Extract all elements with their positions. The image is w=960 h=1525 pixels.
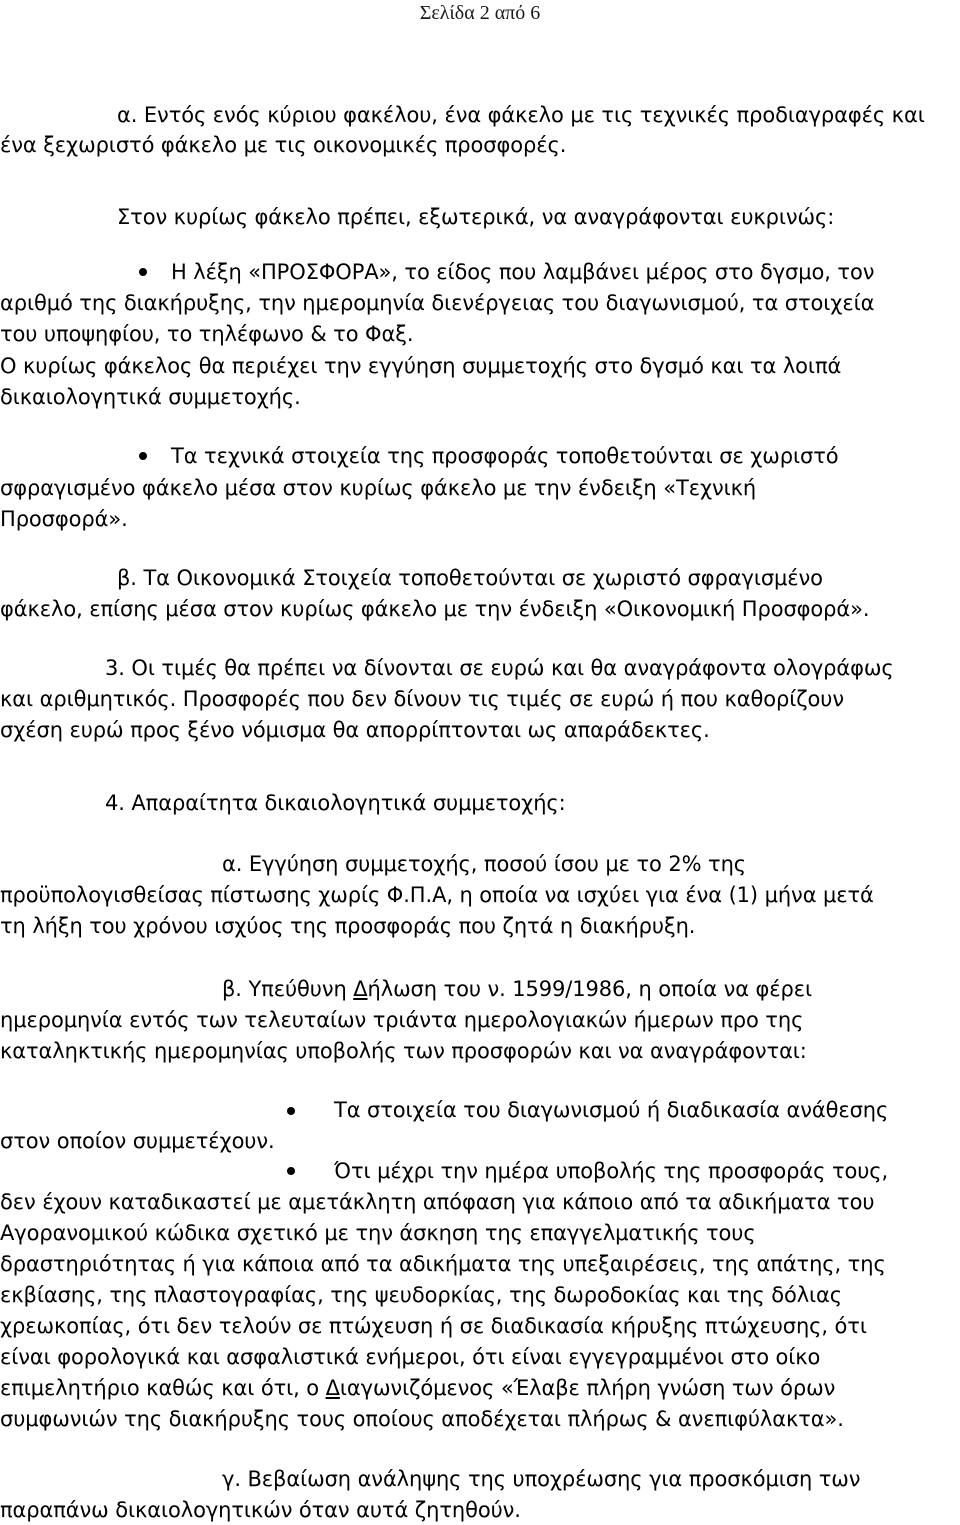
req-a-line-3: τη λήξη του χρόνου ισχύος της προσφοράς που ζητά η διακήρυξη. [0,914,696,938]
sub-bullet-2-underlined-letter: Δ [325,1376,340,1400]
bullet-dot-icon [287,1107,295,1115]
sub-bullet-2-line-6: χρεωκοπίας, ότι δεν τελούν σε πτώχευση ή σε διαδικασία κήρυξης πτώχευσης, ότι [0,1314,867,1338]
item-3-line-1: 3. Οι τιμές θα πρέπει να δίνονται σε ευρώ και θα αναγράφοντα ολογράφως [105,656,894,680]
para-a-line-1 [117,101,933,130]
req-a-line-1: α. Εγγύηση συμμετοχής, ποσού ίσου με το 2% της [222,852,746,876]
req-c-line-1: γ. Βεβαίωση ανάληψης της υποχρέωσης για προσκόμιση των [222,1467,861,1491]
bullet-dot-icon [139,452,147,460]
bullet-2-line-3: Προσφορά». [0,507,128,531]
req-b-text-pre: β. Υπεύθυνη [222,977,354,1001]
bullet-2-line-1: Τα τεχνικά στοιχεία της προσφοράς τοποθετούνται σε χωριστό [171,444,839,468]
sub-bullet-1-line-2: στον οποίον συμμετέχουν. [0,1129,275,1153]
sub-bullet-2-line-2: δεν έχουν καταδικαστεί με αμετάκλητη απόφαση για κάποιο από τα αδικήματα του [0,1190,875,1214]
sub-bullet-1-line-1: Τα στοιχεία του διαγωνισμού ή διαδικασία ανάθεσης [334,1098,889,1122]
outer-envelope-intro: Στον κυρίως φάκελο πρέπει, εξωτερικά, να αναγράφονται ευκρινώς: [117,205,835,229]
sub-bullet-2-line-8 [0,1374,835,1403]
sub-bullet-2-line-1: Ότι μέχρι την ημέρα υποβολής της προσφοράς τους, [334,1159,889,1183]
req-b-line-2: ημερομηνία εντός των τελευταίων τριάντα ημερολογιακών ήμερων προ της [0,1008,804,1032]
bullet-1-line-3: του υποψηφίου, το τηλέφωνο & το Φαξ. [0,322,414,346]
guarantee-para-line-2: δικαιολογητικά συμμετοχής. [0,385,301,409]
sub-bullet-2-line-9: συμφωνιών της διακήρυξης τους οποίους αποδέχεται πλήρως & ανεπιφύλακτα». [0,1407,844,1431]
para-a-line-2: ένα ξεχωριστό φάκελο με τις οικονομικές προσφορές. [0,133,567,157]
sub-bullet-2-line-5: εκβίασης, της πλαστογραφίας, της ψευδορκίας, της δωροδοκίας και της δόλιας [0,1283,842,1307]
bullet-1-line-2: αριθμό της διακήρυξης, την ημερομηνία διενέργειας του διαγωνισμού, τα στοιχεία [0,291,875,315]
item-4-title: 4. Απαραίτητα δικαιολογητικά συμμετοχής: [105,791,566,815]
req-b-text-post: ήλωση του ν. 1599/1986, η οποία να φέρει [367,977,813,1001]
page-indicator: Σελίδα 2 από 6 [419,2,541,24]
req-b-line-3: καταληκτικής ημερομηνίας υποβολής των προσφορών και να αναγράφονται: [0,1039,807,1063]
req-c-line-2: παραπάνω δικαιολογητικών όταν αυτά ζητηθούν. [0,1498,521,1522]
para-a-text-1: α. Εντός ενός κύριου φακέλου, ένα φάκελο με τις τεχνικές προδιαγραφές και [117,103,925,127]
bullet-2-line-2: σφραγισμένο φάκελο μέσα στον κυρίως φάκελο με την ένδειξη «Τεχνική [0,476,757,500]
sub-bullet-2-line-4: δραστηριότητας ή για κάποια από τα αδικήματα της υπεξαιρέσεις, της απάτης, της [0,1252,886,1276]
sub-bullet-2-line-7: είναι φορολογικά και ασφαλιστικά ενήμεροι, ότι είναι εγγεγραμμένοι στο οίκο [0,1345,821,1369]
para-b-line-1: β. Τα Οικονομικά Στοιχεία τοποθετούνται σε χωριστό σφραγισμένο [117,566,823,590]
item-3-line-2: και αριθμητικός. Προσφορές που δεν δίνουν τις τιμές σε ευρώ ή που καθορίζουν [0,687,844,711]
req-a-line-2: προϋπολογισθείσας πίστωσης χωρίς Φ.Π.Α, η οποία να ισχύει για ένα (1) μήνα μετά [0,883,874,907]
req-b-underlined-letter: Δ [353,977,368,1001]
para-b-line-2: φάκελο, επίσης μέσα στον κυρίως φάκελο με την ένδειξη «Οικονομική Προσφορά». [0,597,870,621]
bullet-1-line-1: Η λέξη «ΠΡΟΣΦΟΡΑ», το είδος που λαμβάνει μέρος στο δγσμο, τον [171,260,875,284]
req-b-line-1 [222,975,812,1004]
guarantee-para-line-1: Ο κυρίως φάκελος θα περιέχει την εγγύηση συμμετοχής στο δγσμό και τα λοιπά [0,354,842,378]
bullet-dot-icon [287,1167,295,1175]
sub-bullet-2-text-pre: επιμελητήριο καθώς και ότι, ο [0,1376,326,1400]
sub-bullet-2-line-3: Αγορανομικού κώδικα σχετικό με την άσκηση της επαγγελματικής τους [0,1221,756,1245]
item-3-line-3: σχέση ευρώ προς ξένο νόμισμα θα απορρίπτονται ως απαράδεκτες. [0,718,710,742]
sub-bullet-2-text-post: ιαγωνιζόμενος «Έλαβε πλήρη γνώση των όρων [339,1376,836,1400]
bullet-dot-icon [139,268,147,276]
